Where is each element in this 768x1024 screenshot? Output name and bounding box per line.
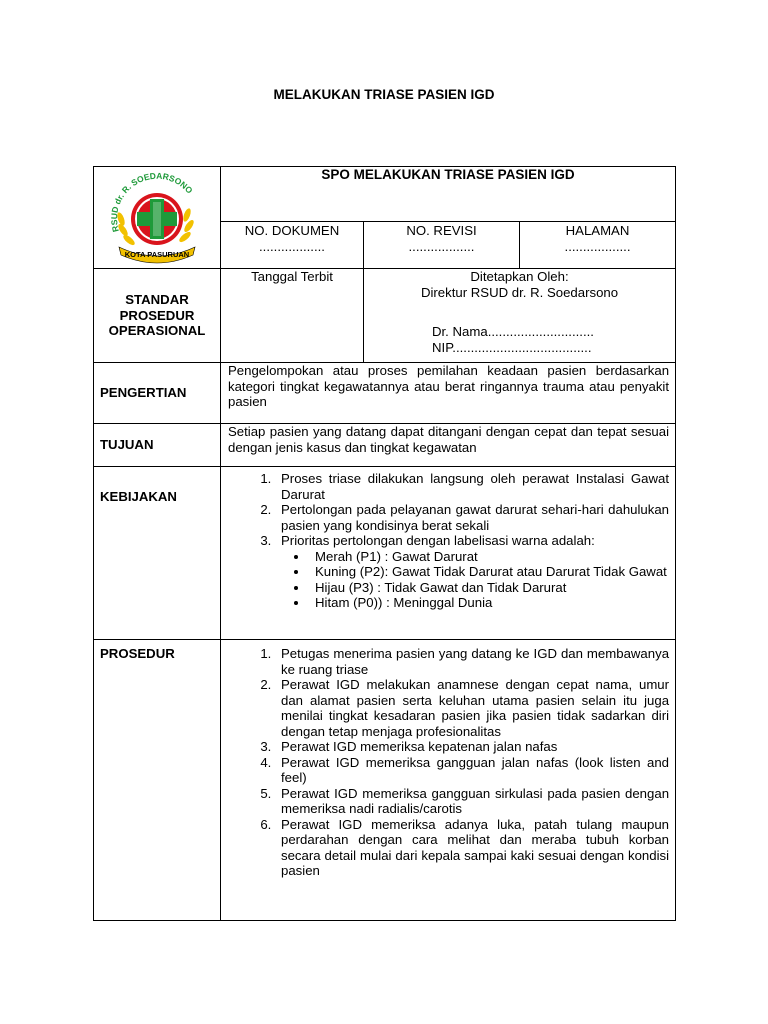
ditetapkan-cell [364, 269, 676, 363]
sub-list-item: • Kuning (P2): Gawat Tidak Darurat atau Darurat Tidak Gawat [309, 564, 669, 580]
list-item: 2. Pertolongan pada pelayanan gawat darurat sehari-hari dahulukan pasien yang kondisinya berat sekali [275, 502, 669, 533]
dr-nama-line: Dr. Nama............................. [432, 324, 594, 339]
list-item: 4. Perawat IGD memeriksa gangguan jalan nafas (look listen and feel) [275, 755, 669, 786]
sub-list-item: • Hitam (P0)) : Meninggal Dunia [309, 595, 669, 611]
tujuan-text: Setiap pasien yang datang dapat ditangani dengan cepat dan tepat sesuai dengan jenis kasus dan tingkat kegawatan [221, 424, 676, 467]
kebijakan-content [221, 467, 676, 640]
list-item: 3. Perawat IGD memeriksa kepatenan jalan nafas [275, 739, 669, 755]
logo-ribbon-text: KOTA PASURUAN [124, 250, 190, 259]
list-item: 6. Perawat IGD memeriksa adanya luka, patah tulang maupun perdarahan dengan cara melihat dan meraba tubuh korban secara detail mulai dari kepala sampai kaki sesuai dengan kondisi pasien [275, 817, 669, 879]
halaman-cell [520, 222, 676, 269]
tanggal-terbit-cell [221, 269, 364, 363]
hospital-logo [97, 169, 217, 265]
prosedur-content [221, 640, 676, 921]
no-dokumen-value: .................. [259, 238, 325, 254]
prosedur-list [228, 646, 669, 879]
no-dokumen-cell [221, 222, 364, 269]
no-revisi-label: NO. REVISI [406, 223, 477, 238]
halaman-label: HALAMAN [565, 223, 630, 238]
halaman-value: .................. [564, 238, 631, 254]
warna-sub-list [281, 549, 669, 611]
no-revisi-cell [364, 222, 520, 269]
spo-table [93, 166, 676, 921]
logo-cell [94, 167, 221, 269]
standar-prosedur-label: STANDAR PROSEDUR OPERASIONAL [94, 269, 221, 363]
kebijakan-label: KEBIJAKAN [94, 467, 221, 640]
direktur-label: Direktur RSUD dr. R. Soedarsono [420, 284, 619, 300]
sub-list-item: • Merah (P1) : Gawat Darurat [309, 549, 669, 565]
list-item: 3. Prioritas pertolongan dengan labelisasi warna adalah: • Merah (P1) : Gawat Darurat • Kuning (P2): Gawat Tidak Darurat atau Darurat Tidak Gawat • Hijau (P3) : Tidak Gawat dan Tidak Darurat • Hitam (P0)) : Meninggal Dunia [275, 533, 669, 611]
prosedur-label: PROSEDUR [94, 640, 221, 921]
ditetapkan-label: Ditetapkan Oleh: [470, 269, 569, 284]
list-item: 1. Proses triase dilakukan langsung oleh perawat Instalasi Gawat Darurat [275, 471, 669, 502]
spo-title: SPO MELAKUKAN TRIASE PASIEN IGD [221, 167, 676, 222]
no-revisi-value: .................. [408, 238, 475, 254]
nip-line: NIP...................................... [432, 339, 592, 355]
pengertian-text: Pengelompokan atau proses pemilahan keadaan pasien berdasarkan kategori tingkat kegawatannya atau berat ringannya trauma atau penyakit pasien [221, 363, 676, 424]
tujuan-label: TUJUAN [94, 424, 221, 467]
list-item: 5. Perawat IGD memeriksa gangguan sirkulasi pada pasien dengan memeriksa nadi radialis/carotis [275, 786, 669, 817]
page-title: MELAKUKAN TRIASE PASIEN IGD [273, 87, 495, 102]
tanggal-terbit-label: Tanggal Terbit [251, 269, 333, 284]
list-item: 1. Petugas menerima pasien yang datang ke IGD dan membawanya ke ruang triase [275, 646, 669, 677]
logo-arc-text: RSUD dr. R. SOEDARSONO [108, 170, 195, 233]
list-item: 2. Perawat IGD melakukan anamnese dengan cepat nama, umur dan alamat pasien serta keluhan utama pasien selain itu juga menilai tingkat kesadaran pasien jika pasien tidak sadarkan diri dengan tetap menjaga profesionalitas [275, 677, 669, 739]
sub-list-item: • Hijau (P3) : Tidak Gawat dan Tidak Darurat [309, 580, 669, 596]
pengertian-label: PENGERTIAN [94, 363, 221, 424]
no-dokumen-label: NO. DOKUMEN [244, 223, 340, 238]
kebijakan-list [228, 471, 669, 611]
